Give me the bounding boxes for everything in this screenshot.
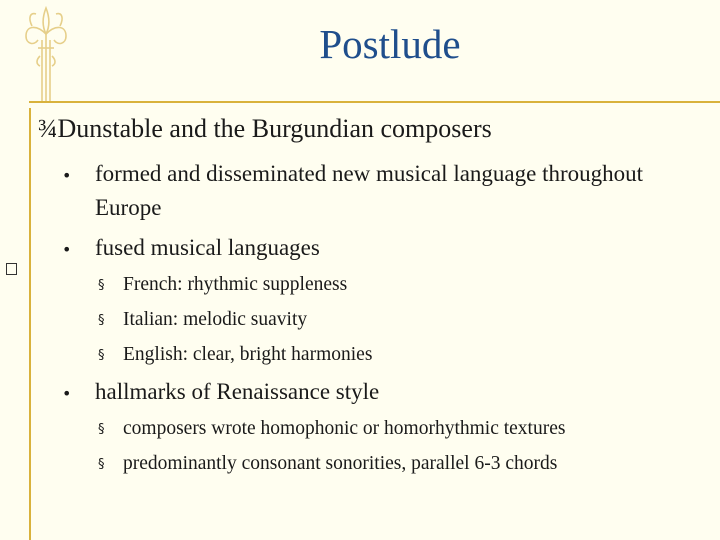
sub-bullet-point (98, 446, 557, 482)
bullet-point (62, 375, 655, 411)
sub-bullet-point (98, 337, 372, 373)
section-bullet-icon: § (98, 457, 105, 473)
sub-bullet-point (98, 267, 347, 303)
bullet-icon: • (62, 239, 72, 259)
bullet-point (62, 157, 655, 225)
sub-bullet-text: English: clear, bright harmonies (123, 344, 373, 365)
bullet-text: fused musical languages (95, 235, 320, 260)
section-bullet-icon: § (98, 313, 105, 329)
sub-bullet-text: Italian: melodic suavity (123, 309, 308, 330)
sub-bullet-text: French: rhythmic suppleness (123, 274, 348, 295)
bullet-text: hallmarks of Renaissance style (95, 379, 380, 404)
sub-bullet-text: composers wrote homophonic or homorhythmic textures (123, 418, 566, 439)
section-bullet-icon: § (98, 278, 105, 294)
sub-bullet-point (98, 302, 307, 338)
section-bullet-icon: § (98, 422, 105, 438)
section-bullet-icon: § (98, 348, 105, 364)
slide-title: Postlude (319, 21, 461, 67)
bullet-icon: • (62, 383, 72, 403)
bullet-point (62, 231, 655, 267)
bullet-text: formed and disseminated new musical language throughout Europe (95, 161, 644, 220)
header-divider (29, 101, 720, 103)
sub-bullet-text: predominantly consonant sonorities, parallel 6-3 chords (123, 453, 558, 474)
checkbox-glyph-icon (6, 263, 17, 275)
fleur-ornament-icon (18, 4, 74, 104)
heading-bullet: ¾ (38, 114, 58, 143)
sub-bullet-point (98, 411, 565, 447)
heading-line (38, 114, 492, 144)
heading-text: Dunstable and the Burgundian composers (57, 114, 492, 143)
bullet-icon: • (62, 165, 72, 185)
side-divider (29, 108, 31, 540)
